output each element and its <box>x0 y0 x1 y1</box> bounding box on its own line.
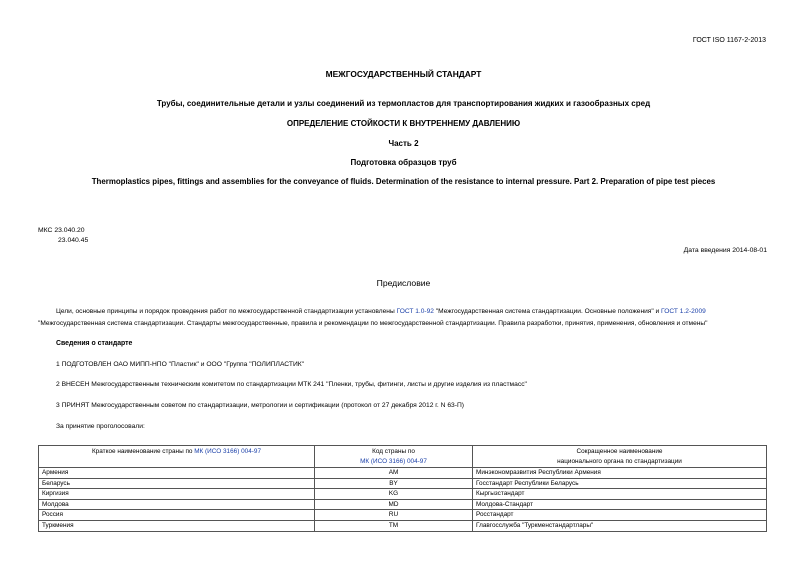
body-cell: Госстандарт Республики Беларусь <box>473 478 767 489</box>
info-item-prepared: 1 ПОДГОТОВЛЕН ОАО МИПП-НПО "Пластик" и ООО "Группа "ПОЛИПЛАСТИК" <box>56 361 305 368</box>
mk-iso-3166-link[interactable]: МК (ИСО 3166) 004-97 <box>360 457 427 465</box>
table-row <box>39 520 767 531</box>
code-cell: AM <box>315 468 473 479</box>
mks-code-1: МКС 23.040.20 <box>38 227 85 234</box>
code-cell: RU <box>315 510 473 521</box>
country-cell: Киргизия <box>39 489 315 500</box>
code-cell: TM <box>315 520 473 531</box>
table-header-row <box>39 446 767 468</box>
subject-title: Трубы, соединительные детали и узлы соединений из термопластов для транспортирования жидких и газообразных сред <box>156 99 651 108</box>
body-cell: Главгосслужба "Туркменстандартлары" <box>473 520 767 531</box>
code-cell: MD <box>315 499 473 510</box>
gost-1-0-92-link[interactable]: ГОСТ 1.0-92 <box>396 308 434 315</box>
table-row <box>39 499 767 510</box>
body-cell: Кыргызстандарт <box>473 489 767 500</box>
english-title: Thermoplastics pipes, fittings and assemblies for the conveyance of fluids. Determination of the resistance to internal pressure. Part 2. Preparation of pipe test pieces <box>91 177 716 186</box>
country-cell: Беларусь <box>39 478 315 489</box>
part-title: Подготовка образцов труб <box>350 158 457 167</box>
mk-iso-3166-link[interactable]: МК (ИСО 3166) 004-97 <box>194 448 262 455</box>
body-cell: Росстандарт <box>473 510 767 521</box>
info-item-introduced: 2 ВНЕСЕН Межгосударственным техническим комитетом по стандартизации МТК 241 "Пленки, трубы, фитинги, листы и другие изделия из пластмасс" <box>56 381 527 388</box>
standard-type-heading: МЕЖГОСУДАРСТВЕННЫЙ СТАНДАРТ <box>325 69 482 79</box>
country-cell: Армения <box>39 468 315 479</box>
foreword-text: Цели, основные принципы и порядок проведения работ по межгосударственной стандартизации установлены <box>56 308 397 315</box>
foreword-text: "Межгосударственная система стандартизации. Основные положения" и <box>433 308 662 315</box>
column-header-body: Сокращенное наименование национального органа по стандартизации <box>473 446 767 468</box>
column-header-code: Код страны по МК (ИСО 3166) 004-97 <box>315 446 473 468</box>
part-number: Часть 2 <box>388 139 419 148</box>
foreword-heading: Предисловие <box>376 278 431 288</box>
code-cell: BY <box>315 478 473 489</box>
code-cell: KG <box>315 489 473 500</box>
table-row <box>39 489 767 500</box>
table-row <box>39 478 767 489</box>
gost-1-2-2009-link[interactable]: ГОСТ 1.2-2009 <box>661 308 706 315</box>
foreword-paragraph-1-continued: "Межгосударственная система стандартизации. Стандарты межгосударственные, правила и рекомендации по межгосударственной стандартизации. Правила разработки, принятия, применения, обновления и отмены" <box>38 320 708 327</box>
column-header-country: Краткое наименование страны по МК (ИСО 3166) 004-97 <box>39 446 315 468</box>
body-cell: Молдова-Стандарт <box>473 499 767 510</box>
body-cell: Минэкономразвития Республики Армения <box>473 468 767 479</box>
document-number: ГОСТ ISO 1167-2-2013 <box>692 37 766 44</box>
standard-info-heading: Сведения о стандарте <box>56 340 133 347</box>
foreword-paragraph-1 <box>56 308 706 315</box>
mks-code-2: 23.040.45 <box>58 237 89 244</box>
method-title: ОПРЕДЕЛЕНИЕ СТОЙКОСТИ К ВНУТРЕННЕМУ ДАВЛЕНИЮ <box>286 119 521 128</box>
voted-label: За принятие проголосовали: <box>56 423 145 430</box>
country-cell: Россия <box>39 510 315 521</box>
table-row <box>39 468 767 479</box>
introduction-date: Дата введения 2014-08-01 <box>683 247 767 254</box>
table-row <box>39 510 767 521</box>
info-item-adopted: 3 ПРИНЯТ Межгосударственным советом по стандартизации, метрологии и сертификации (протокол от 27 декабря 2012 г. N 63-П) <box>56 402 465 409</box>
country-cell: Молдова <box>39 499 315 510</box>
country-cell: Туркмения <box>39 520 315 531</box>
voting-countries-table <box>38 445 767 532</box>
